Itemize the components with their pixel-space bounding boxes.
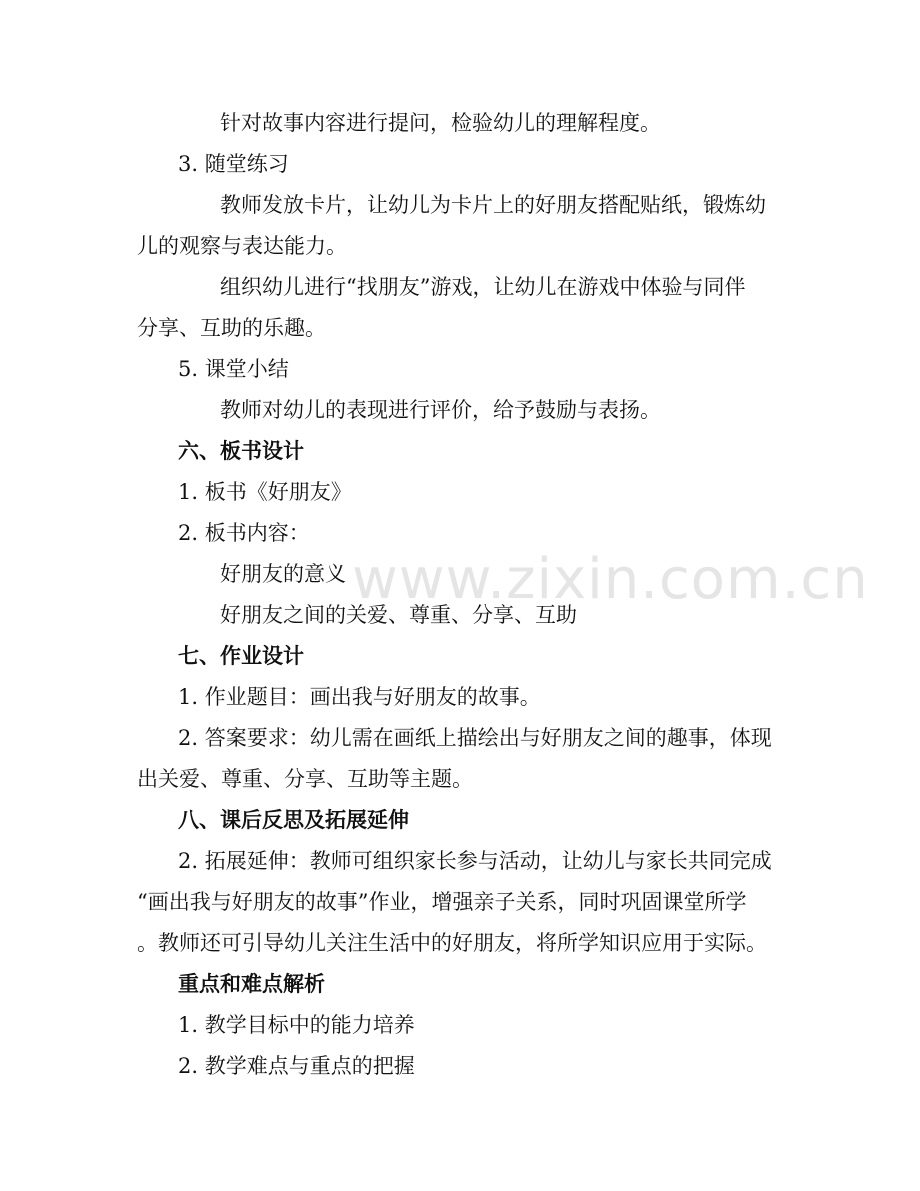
paragraph-line: 好朋友的意义 — [220, 562, 346, 586]
list-item: 2. 教学难点与重点的把握 — [178, 1054, 415, 1078]
watermark-text: www.zixin.com.cn — [352, 547, 869, 612]
paragraph-line: 好朋友之间的关爱、尊重、分享、互助 — [220, 603, 577, 627]
paragraph-line: 。教师还可引导幼儿关注生活中的好朋友，将所学知识应用于实际。 — [137, 931, 767, 955]
paragraph-line: 儿的观察与表达能力。 — [137, 234, 347, 258]
list-item: 1. 教学目标中的能力培养 — [178, 1013, 415, 1037]
list-item: 1. 作业题目：画出我与好朋友的故事。 — [178, 685, 541, 709]
list-item: 5. 课堂小结 — [178, 357, 289, 381]
paragraph-line: 分享、互助的乐趣。 — [137, 316, 326, 340]
paragraph-line: 组织幼儿进行“找朋友”游戏，让幼儿在游戏中体验与同伴 — [220, 275, 746, 299]
list-item: 3. 随堂练习 — [178, 152, 289, 176]
section-heading: 重点和难点解析 — [178, 972, 325, 996]
list-item: 1. 板书《好朋友》 — [178, 480, 352, 504]
paragraph-line: “画出我与好朋友的故事”作业，增强亲子关系，同时巩固课堂所学 — [137, 890, 747, 914]
section-heading: 八、课后反思及拓展延伸 — [178, 808, 409, 832]
paragraph-line: 针对故事内容进行提问，检验幼儿的理解程度。 — [220, 111, 661, 135]
list-item: 2. 答案要求：幼儿需在画纸上描绘出与好朋友之间的趣事，体现 — [178, 726, 772, 750]
paragraph-line: 出关爱、尊重、分享、互助等主题。 — [137, 767, 473, 791]
paragraph-line: 教师对幼儿的表现进行评价，给予鼓励与表扬。 — [220, 398, 661, 422]
list-item: 2. 板书内容： — [178, 521, 310, 545]
list-item: 2. 拓展延伸：教师可组织家长参与活动，让幼儿与家长共同完成 — [178, 849, 772, 873]
paragraph-line: 教师发放卡片，让幼儿为卡片上的好朋友搭配贴纸，锻炼幼 — [220, 193, 766, 217]
section-heading: 七、作业设计 — [178, 644, 304, 668]
section-heading: 六、板书设计 — [178, 439, 304, 463]
